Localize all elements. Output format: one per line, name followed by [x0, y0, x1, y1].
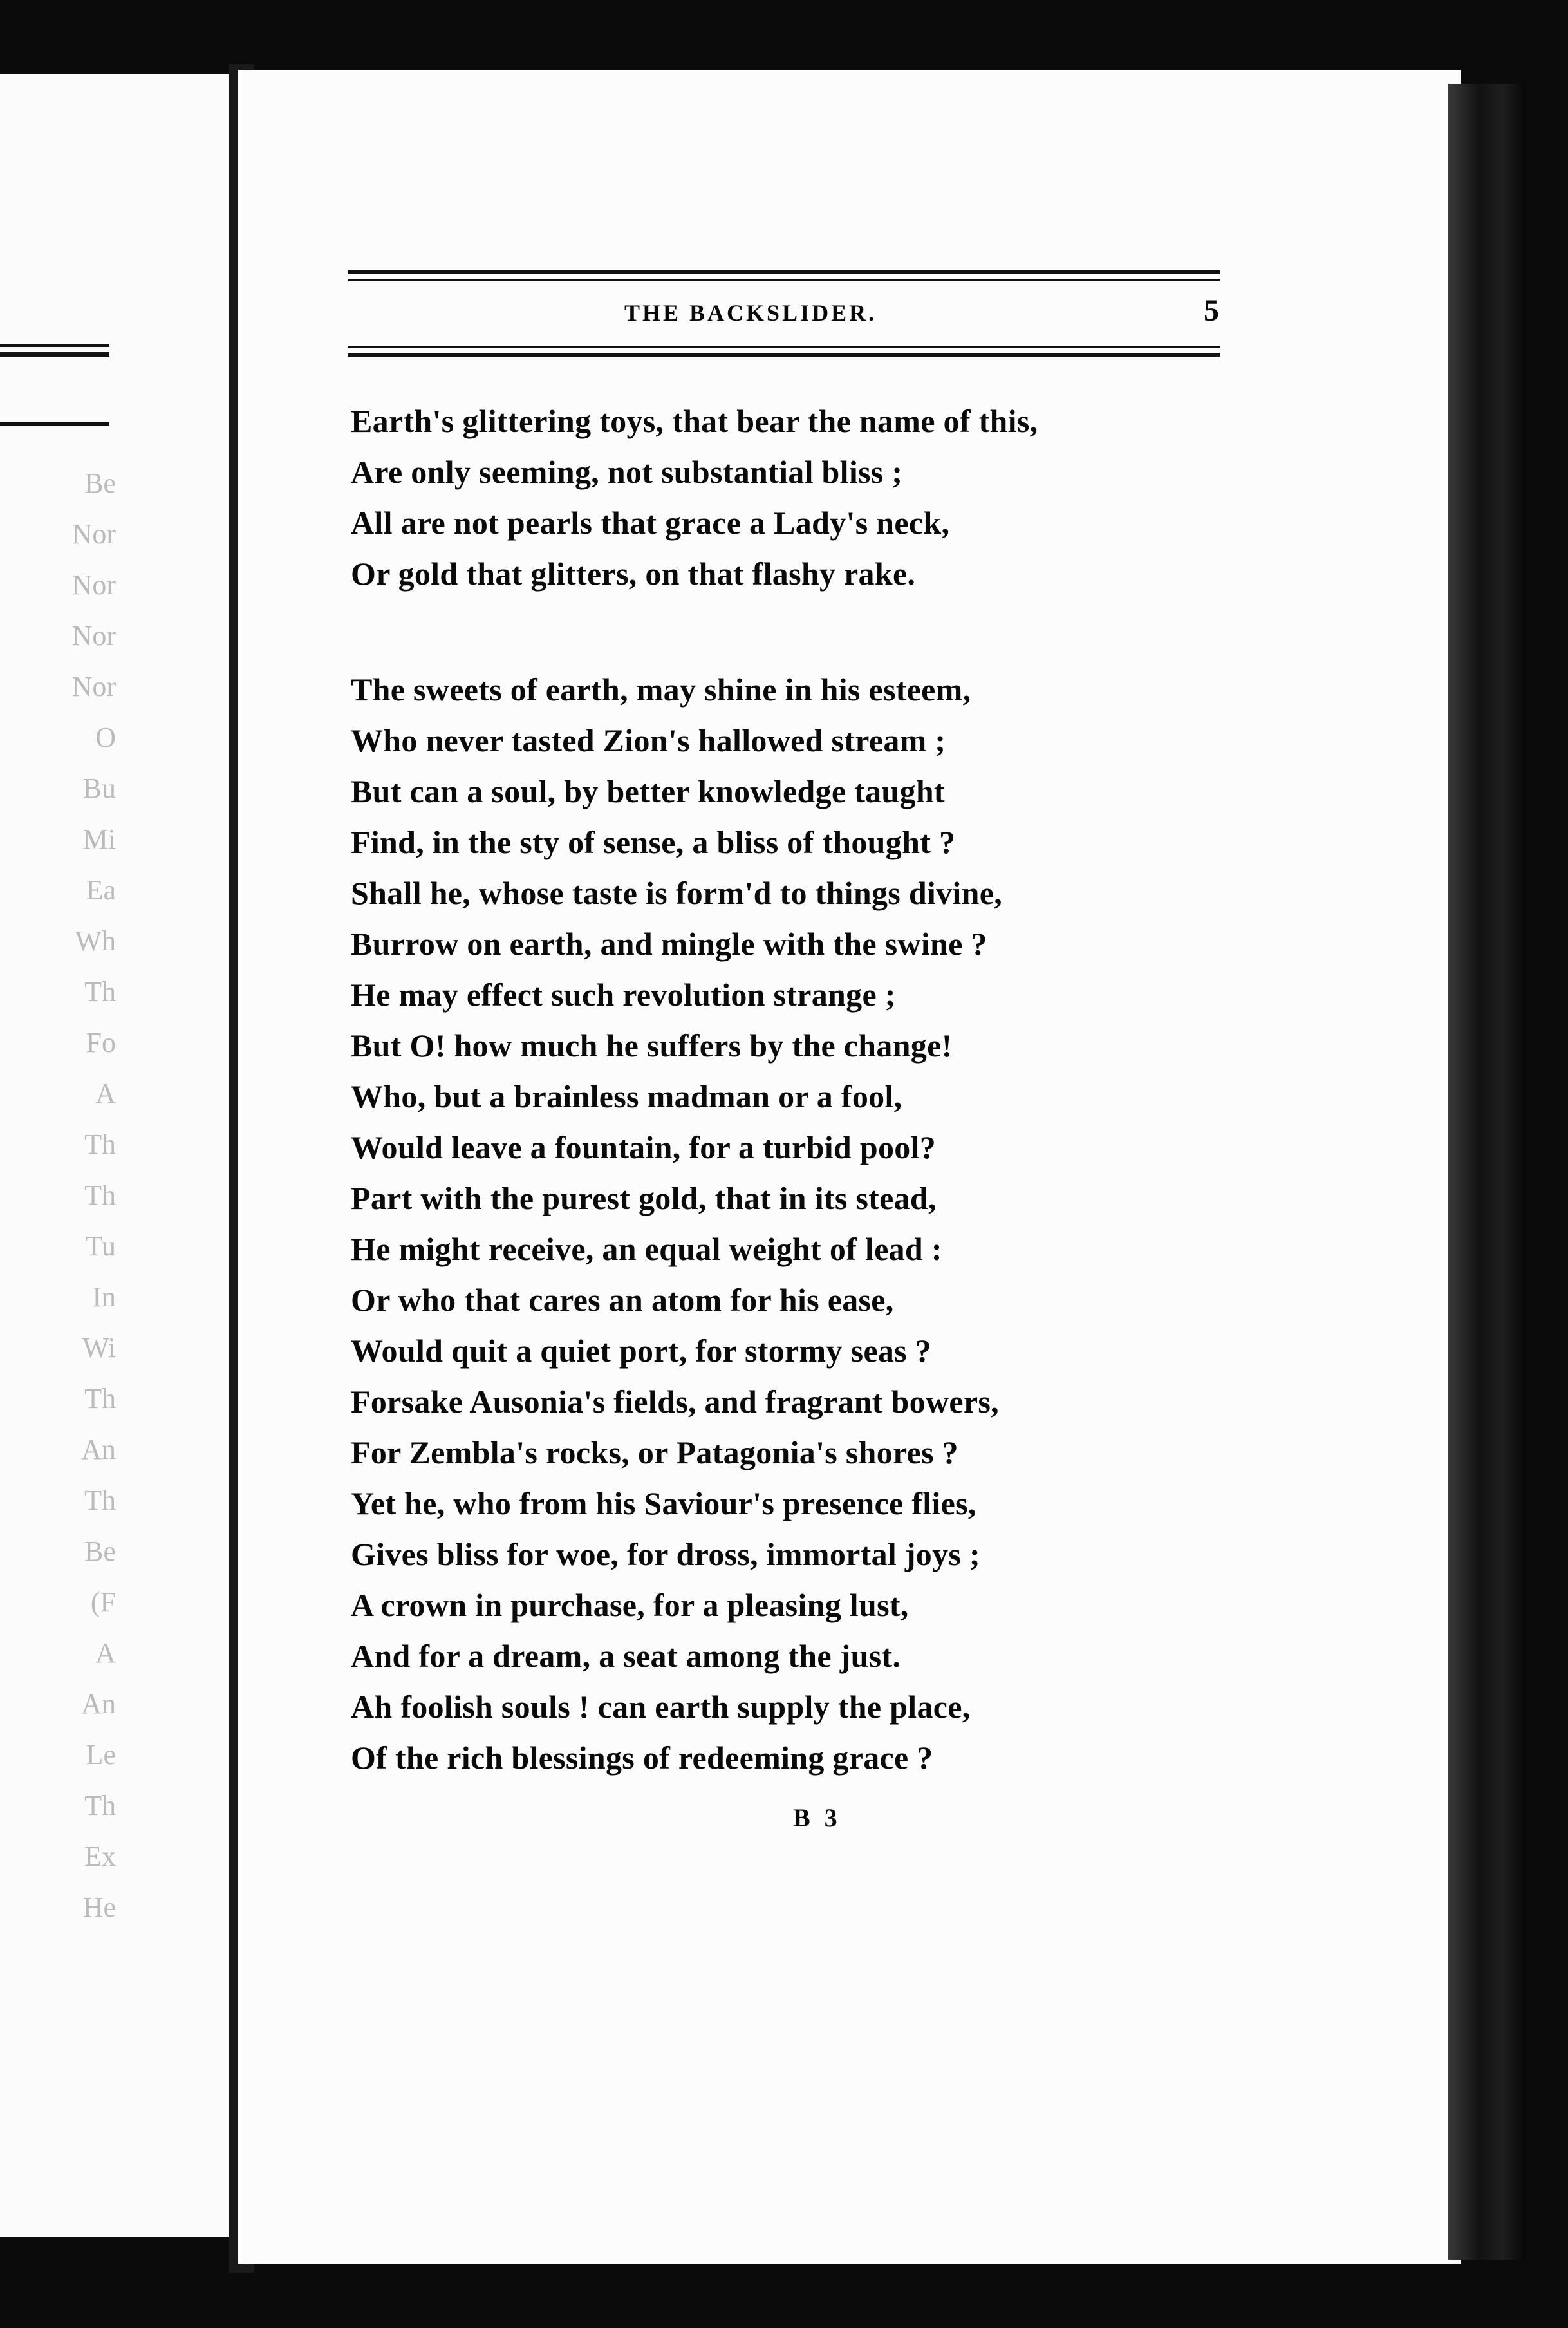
verse-line: Shall he, whose taste is form'd to things divine, [351, 875, 1003, 911]
verse-line: Are only seeming, not substantial bliss ; [351, 454, 903, 490]
facing-page-fragment: A [95, 1078, 116, 1109]
facing-page-fragment: Be [84, 1535, 116, 1567]
facing-page-fragment: Nor [71, 518, 116, 550]
facing-page-fragment: Le [86, 1739, 116, 1770]
verse-line: Ah foolish souls ! can earth supply the place, [351, 1689, 971, 1725]
verse-line: But O! how much he suffers by the change! [351, 1028, 953, 1064]
facing-page-fragment: Th [84, 1383, 116, 1414]
facing-page-fragment: Th [84, 976, 116, 1008]
verse-line: Forsake Ausonia's fields, and fragrant bowers, [351, 1384, 999, 1420]
facing-page-fragment: (F [90, 1586, 116, 1618]
verse-line: Would leave a fountain, for a turbid pool? [351, 1129, 937, 1165]
verse-line: Would quit a quiet port, for stormy seas ? [351, 1333, 932, 1369]
verse-line: All are not pearls that grace a Lady's neck, [351, 505, 950, 541]
facing-page-fragment: Bu [82, 773, 116, 804]
stanza-1 [351, 396, 1252, 599]
facing-page-fragment: Nor [71, 569, 116, 601]
verse-line: Of the rich blessings of redeeming grace ? [351, 1740, 933, 1776]
header-rule-bottom [348, 353, 1220, 357]
verse-line: Earth's glittering toys, that bear the name of this, [351, 403, 1038, 439]
verse-line: And for a dream, a seat among the just. [351, 1638, 901, 1674]
verse-line: Or gold that glitters, on that flashy rake. [351, 556, 916, 592]
verse-line: He may effect such revolution strange ; [351, 977, 896, 1013]
stanza-2 [351, 664, 1252, 1783]
verse-line: He might receive, an equal weight of lead : [351, 1231, 942, 1267]
facing-page-fragment: Th [84, 1179, 116, 1211]
facing-page-fragment: A [95, 1637, 116, 1669]
running-head: THE BACKSLIDER. [624, 300, 877, 326]
verse-line: The sweets of earth, may shine in his esteem, [351, 671, 971, 708]
facing-page-fragment: Mi [82, 823, 116, 855]
verse-line: Burrow on earth, and mingle with the swine ? [351, 926, 987, 962]
facing-page-fragment: Fo [86, 1027, 116, 1058]
verse-line: Yet he, who from his Saviour's presence flies, [351, 1485, 976, 1521]
facing-page-rule [0, 344, 109, 347]
verse-line: Part with the purest gold, that in its stead, [351, 1180, 937, 1216]
facing-page-rule [0, 352, 109, 357]
verse-line: Or who that cares an atom for his ease, [351, 1282, 894, 1318]
facing-page-fragment: In [92, 1281, 116, 1313]
facing-page-fragment: Th [84, 1790, 116, 1821]
verse-line: Who never tasted Zion's hallowed stream ; [351, 722, 946, 758]
header-rule-top [348, 270, 1220, 274]
facing-page-fragment: Th [84, 1129, 116, 1160]
header-rule-top-thin [348, 279, 1220, 281]
verse-line: For Zembla's rocks, or Patagonia's shores ? [351, 1434, 958, 1470]
verse-line: Gives bliss for woe, for dross, immortal joys ; [351, 1536, 980, 1572]
facing-page-fragment: Nor [71, 620, 116, 652]
facing-page-fragment: Nor [71, 671, 116, 702]
signature-mark: B 3 [793, 1803, 841, 1832]
facing-page-fragment: Ea [86, 874, 116, 906]
page-edge-shadow [1448, 84, 1526, 2260]
facing-page [0, 74, 232, 2237]
facing-page-rule [0, 422, 109, 426]
facing-page-fragment: Ex [84, 1841, 116, 1872]
facing-page-fragment: Tu [85, 1230, 116, 1262]
facing-page-fragment: He [82, 1891, 116, 1923]
facing-page-fragment: An [81, 1434, 116, 1465]
page-number: 5 [1204, 294, 1219, 328]
facing-page-fragment: An [81, 1688, 116, 1720]
facing-page-fragment: Be [84, 467, 116, 499]
verse-line: Who, but a brainless madman or a fool, [351, 1078, 902, 1114]
facing-page-fragment: Th [84, 1485, 116, 1516]
header-rule-bottom-thin [348, 346, 1220, 348]
facing-page-fragment: Wh [75, 925, 116, 957]
verse-line: A crown in purchase, for a pleasing lust, [351, 1587, 909, 1623]
verse-line: But can a soul, by better knowledge taught [351, 773, 945, 809]
facing-page-fragment: O [95, 722, 116, 753]
facing-page-fragment: Wi [82, 1332, 116, 1364]
verse-line: Find, in the sty of sense, a bliss of thought ? [351, 824, 956, 860]
